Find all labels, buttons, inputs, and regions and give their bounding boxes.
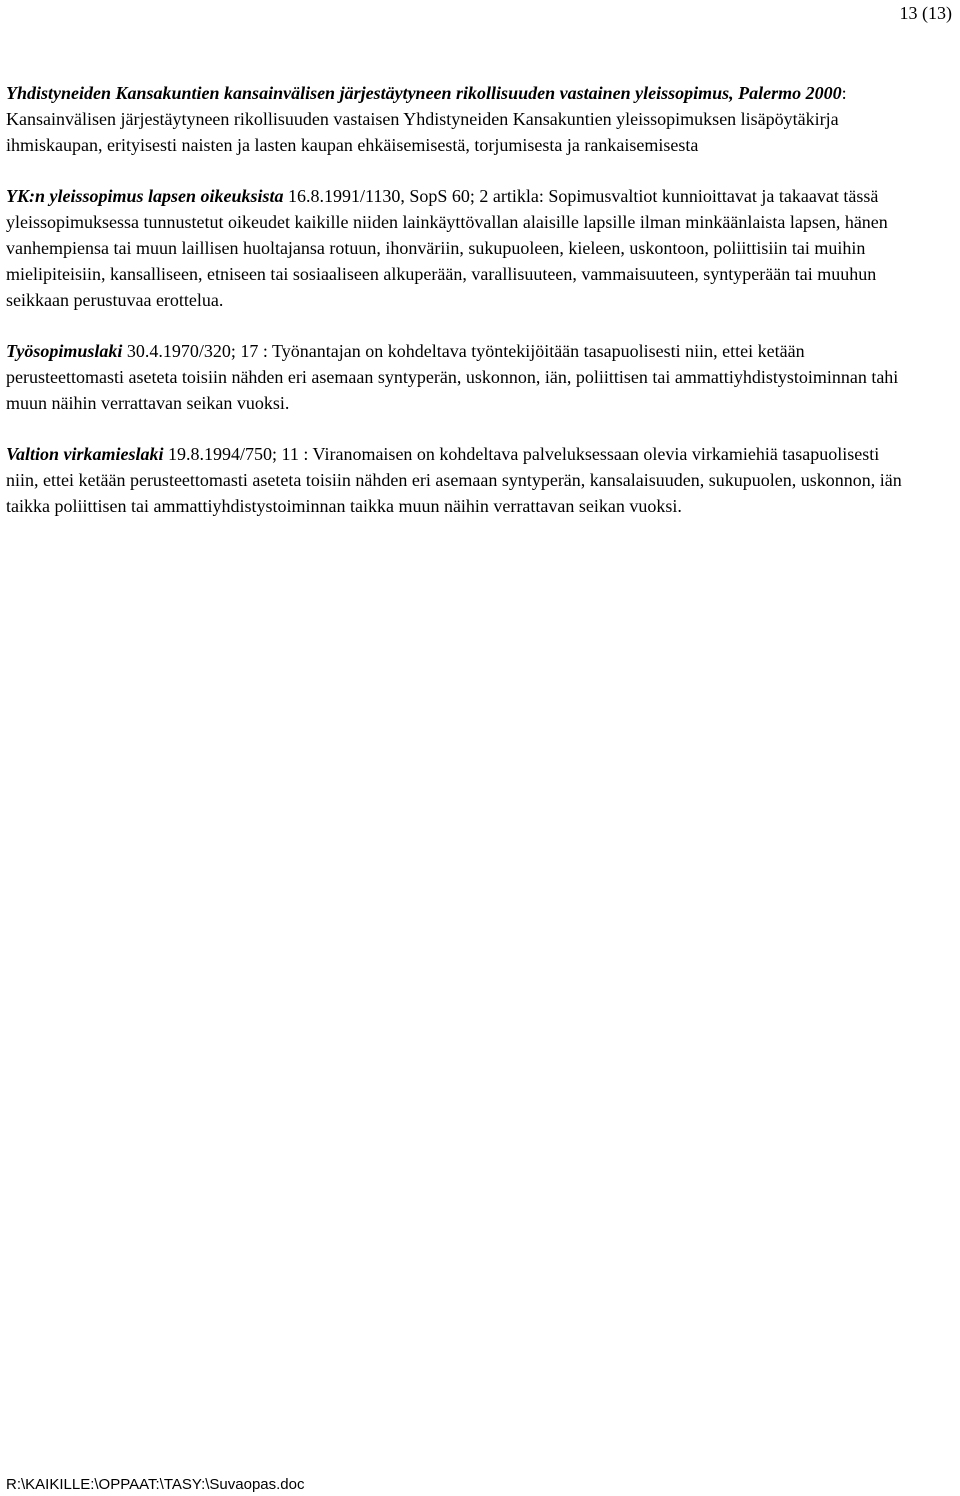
paragraph-text: 16.8.1991/1130, SopS 60; 2 artikla: Sopimusvaltiot kunnioittavat ja takaavat tässä yleissopimuksessa tunnustetut oikeudet kaikille niiden lainkäyttövallan alaisille lapsille ilman minkäänlaista lapsen, hänen vanhempiensa tai muun laillisen huoltajansa rotuun, ihonväriin, sukupuoleen, kieleen, uskontoon, poliittisiin tai muihin mielipiteisiin, kansalliseen, etniseen tai sosiaaliseen alkuperään, varallisuuteen, vammaisuuteen, syntyperään tai muuhun seikkaan perustuvaa erottelua. bbox=[6, 186, 888, 310]
document-body bbox=[6, 80, 906, 544]
paragraph-state-civil-servants-act bbox=[6, 441, 906, 519]
footer-file-path: R:\KAIKILLE:\OPPAAT:\TASY:\Suvaopas.doc bbox=[6, 1476, 305, 1493]
page-number: 13 (13) bbox=[899, 3, 952, 23]
paragraph-reference: YK:n yleissopimus lapsen oikeuksista bbox=[6, 186, 284, 206]
paragraph-text: 30.4.1970/320; 17 : Työnantajan on kohdeltava työntekijöitään tasapuolisesti niin, ettei ketään perusteettomasti aseteta toisiin nähden eri asemaan syntyperän, uskonnon, iän, poliittisen tai ammattiyhdistystoiminnan tahi muun näihin verrattavan seikan vuoksi. bbox=[6, 341, 899, 413]
paragraph-reference: Valtion virkamieslaki bbox=[6, 444, 164, 464]
paragraph-text: 19.8.1994/750; 11 : Viranomaisen on kohdeltava palveluksessaan olevia virkamiehiä tasapuolisesti niin, ettei ketään perusteettomasti aseteta toisiin nähden eri asemaan syntyperän, kansalaisuuden, sukupuolen, uskonnon, iän taikka poliittisen tai ammattiyhdistystoiminnan taikka muun näihin verrattavan seikan vuoksi. bbox=[6, 444, 902, 516]
paragraph-child-rights-convention bbox=[6, 183, 906, 313]
paragraph-reference: Työsopimuslaki bbox=[6, 341, 123, 361]
paragraph-reference: Yhdistyneiden Kansakuntien kansainvälisen järjestäytyneen rikollisuuden vastainen yleissopimus, Palermo 2000 bbox=[6, 83, 842, 103]
paragraph-employment-contracts-act bbox=[6, 338, 906, 416]
paragraph-palermo-convention bbox=[6, 80, 906, 158]
paragraph-text: : Kansainvälisen järjestäytyneen rikollisuuden vastaisen Yhdistyneiden Kansakuntien yleissopimuksen lisäpöytäkirja ihmiskaupan, erityisesti naisten ja lasten kaupan ehkäisemisestä, torjumisesta ja rankaisemisesta bbox=[6, 83, 847, 155]
